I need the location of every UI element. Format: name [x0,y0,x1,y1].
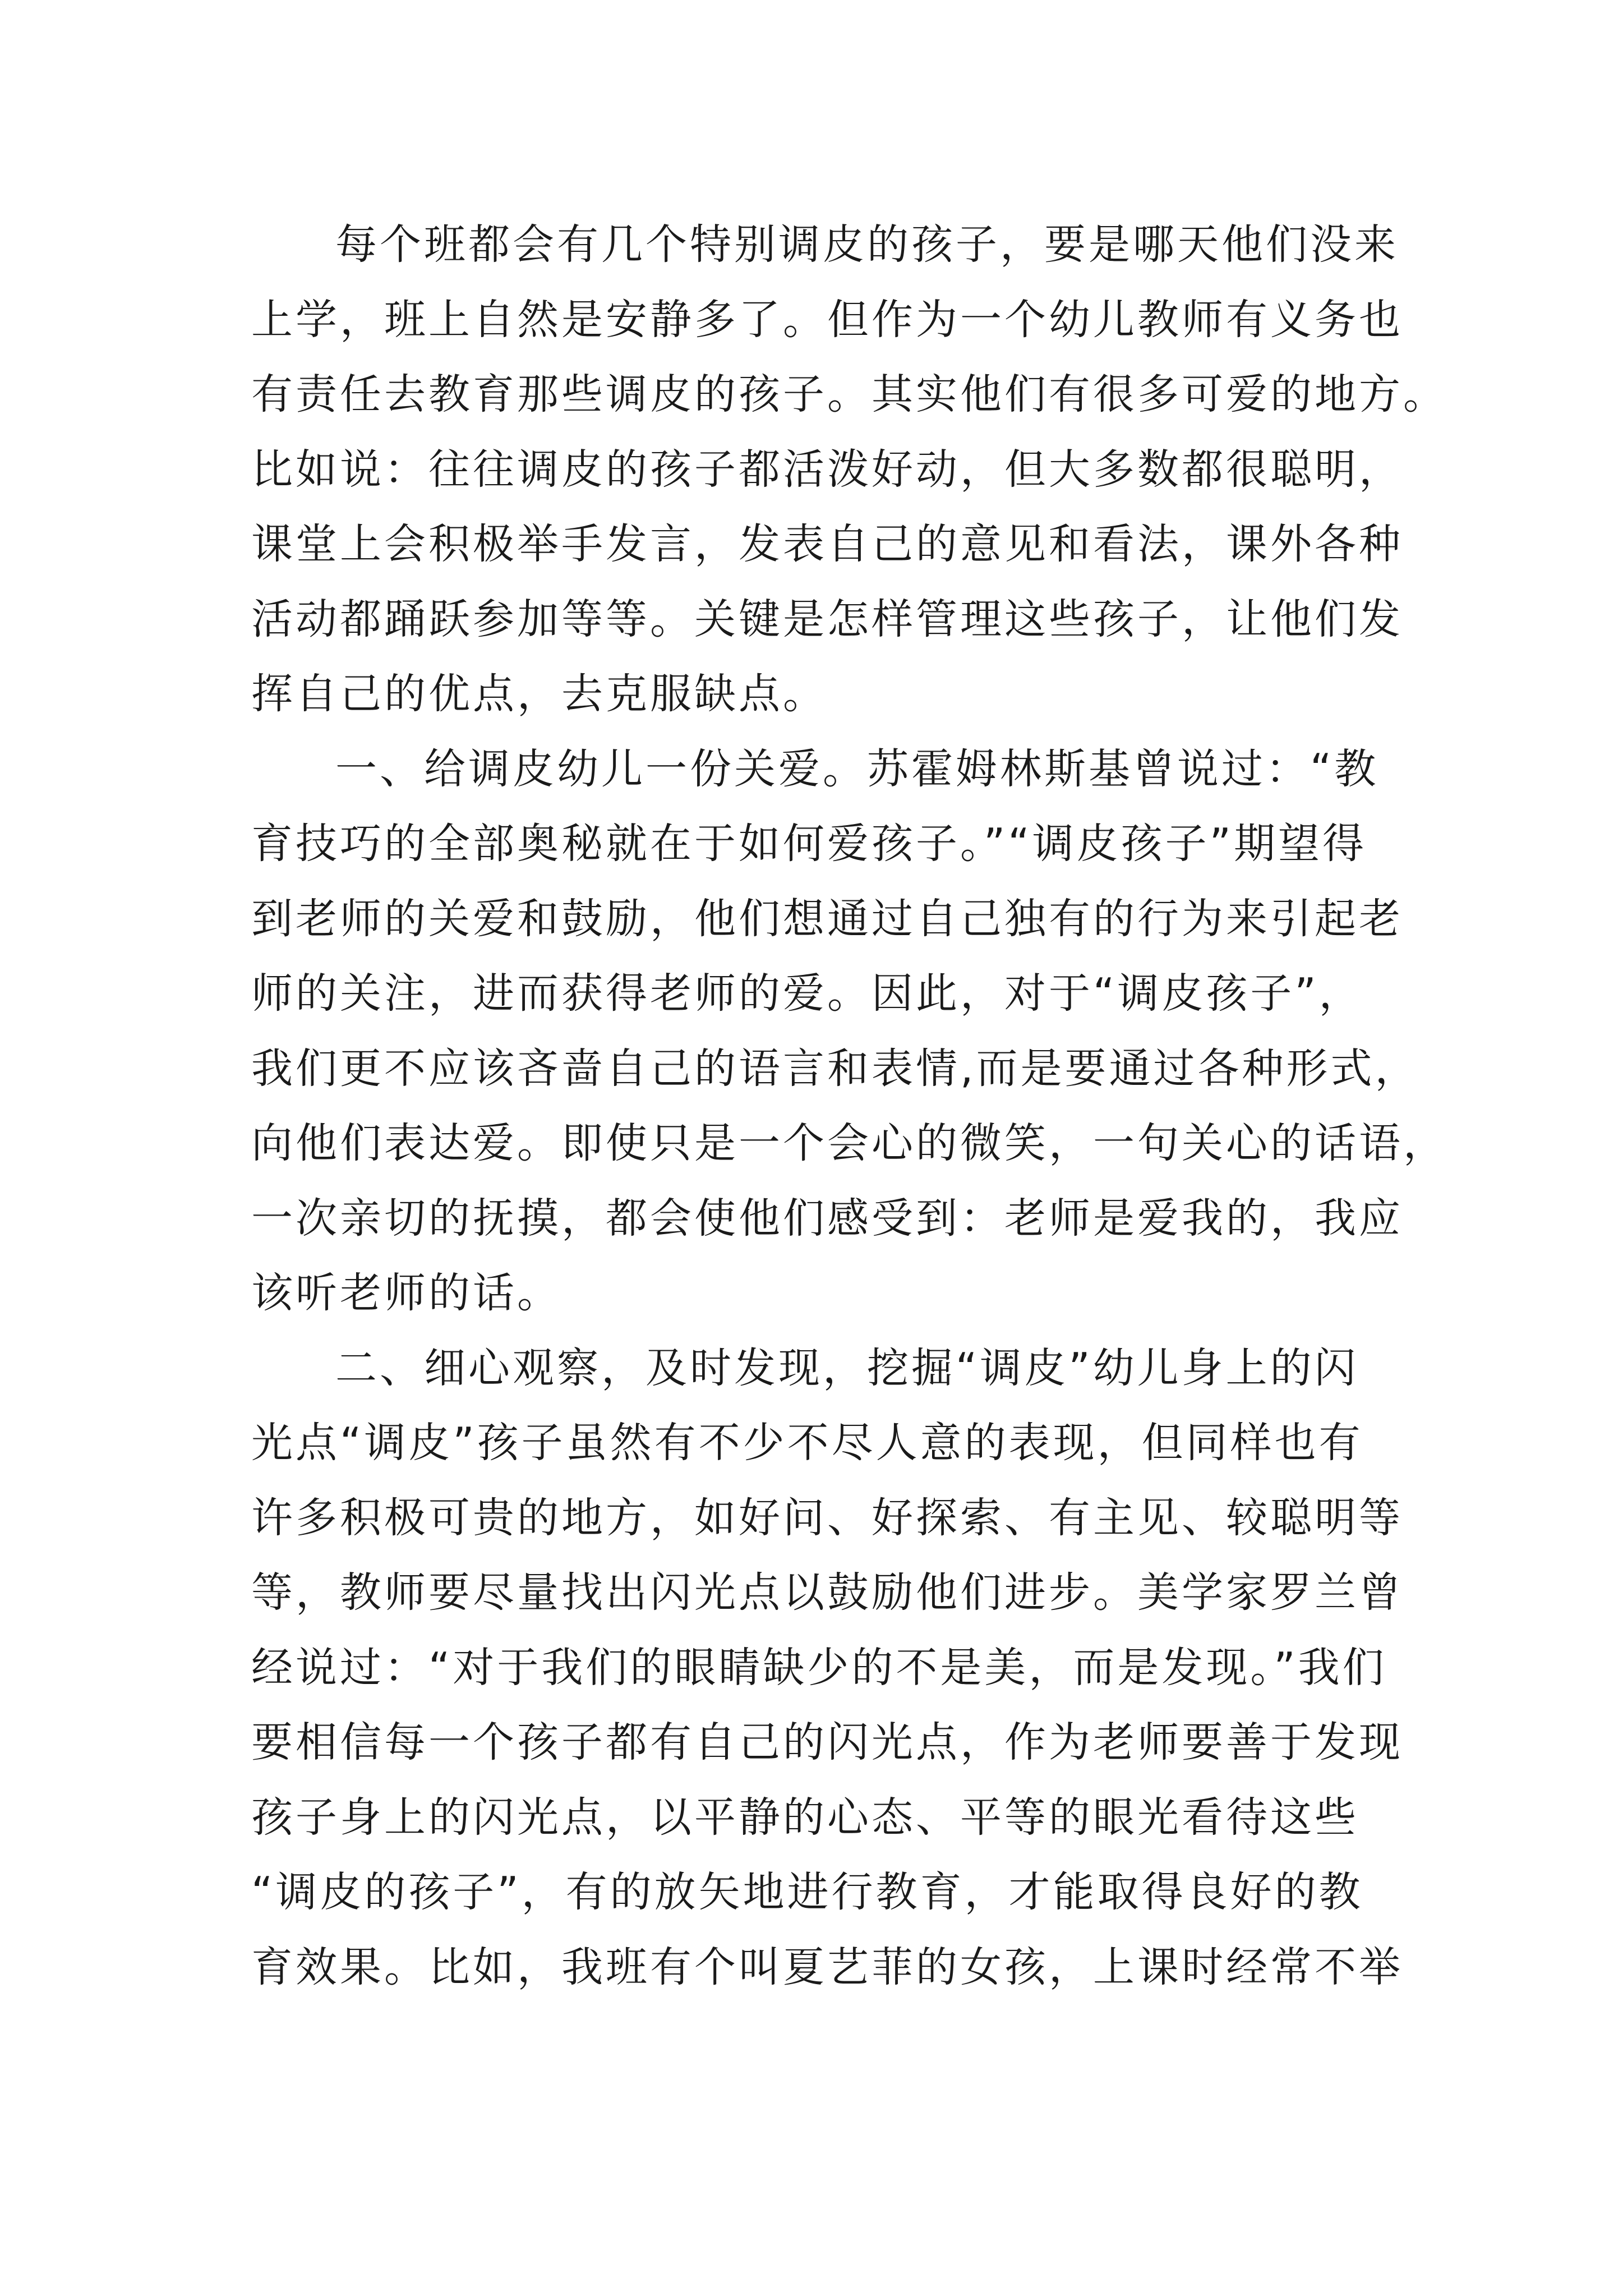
text-line: 我们更不应该吝啬自己的语言和表情,而是要通过各种形式， [251,1044,1419,1093]
text-line: 孩子身上的闪光点，以平静的心态、平等的眼光看待这些 [251,1793,1359,1842]
text-line: 课堂上会积极举手发言，发表自己的意见和看法，课外各种 [251,520,1403,568]
text-line: “调皮的孩子”，有的放矢地进行教育，才能取得良好的教 [251,1868,1363,1916]
text-line: 比如说：往往调皮的孩子都活泼好动，但大多数都很聪明， [251,445,1403,494]
text-line: 上学，班上自然是安静多了。但作为一个幼儿教师有义务也 [251,295,1403,344]
text-line: 二、细心观察，及时发现，挖掘“调皮”幼儿身上的闪 [335,1343,1359,1392]
text-line: 挥自己的优点，去克服缺点。 [251,670,827,718]
text-line: 要相信每一个孩子都有自己的闪光点，作为老师要善于发现 [251,1718,1403,1766]
text-line: 活动都踊跃参加等等。关键是怎样管理这些孩子，让他们发 [251,595,1403,643]
text-line: 向他们表达爱。即使只是一个会心的微笑，一句关心的话语， [251,1119,1447,1167]
text-line: 一次亲切的抚摸，都会使他们感受到：老师是爱我的，我应 [251,1194,1403,1243]
text-line: 等，教师要尽量找出闪光点以鼓励他们进步。美学家罗兰曾 [251,1568,1403,1617]
text-line: 一、给调皮幼儿一份关爱。苏霍姆林斯基曾说过：“教 [335,744,1379,793]
text-line: 许多积极可贵的地方，如好问、好探索、有主见、较聪明等 [251,1493,1403,1542]
text-line: 有责任去教育那些调皮的孩子。其实他们有很多可爱的地方。 [251,370,1447,418]
text-line: 育技巧的全部奥秘就在于如何爱孩子。”“调皮孩子”期望得 [251,820,1367,868]
text-line: 经说过：“对于我们的眼睛缺少的不是美，而是发现。”我们 [251,1643,1387,1692]
text-line: 育效果。比如，我班有个叫夏艺菲的女孩，上课时经常不举 [251,1943,1403,1991]
text-line: 师的关注，进而获得老师的爱。因此，对于“调皮孩子”， [251,969,1363,1018]
text-line: 该听老师的话。 [251,1269,561,1317]
text-line: 每个班都会有几个特别调皮的孩子，要是哪天他们没来 [335,220,1399,269]
text-line: 光点“调皮”孩子虽然有不少不尽人意的表现，但同样也有 [251,1419,1363,1467]
text-line: 到老师的关爱和鼓励，他们想通过自己独有的行为来引起老 [251,894,1403,943]
body-text [251,208,1447,2005]
